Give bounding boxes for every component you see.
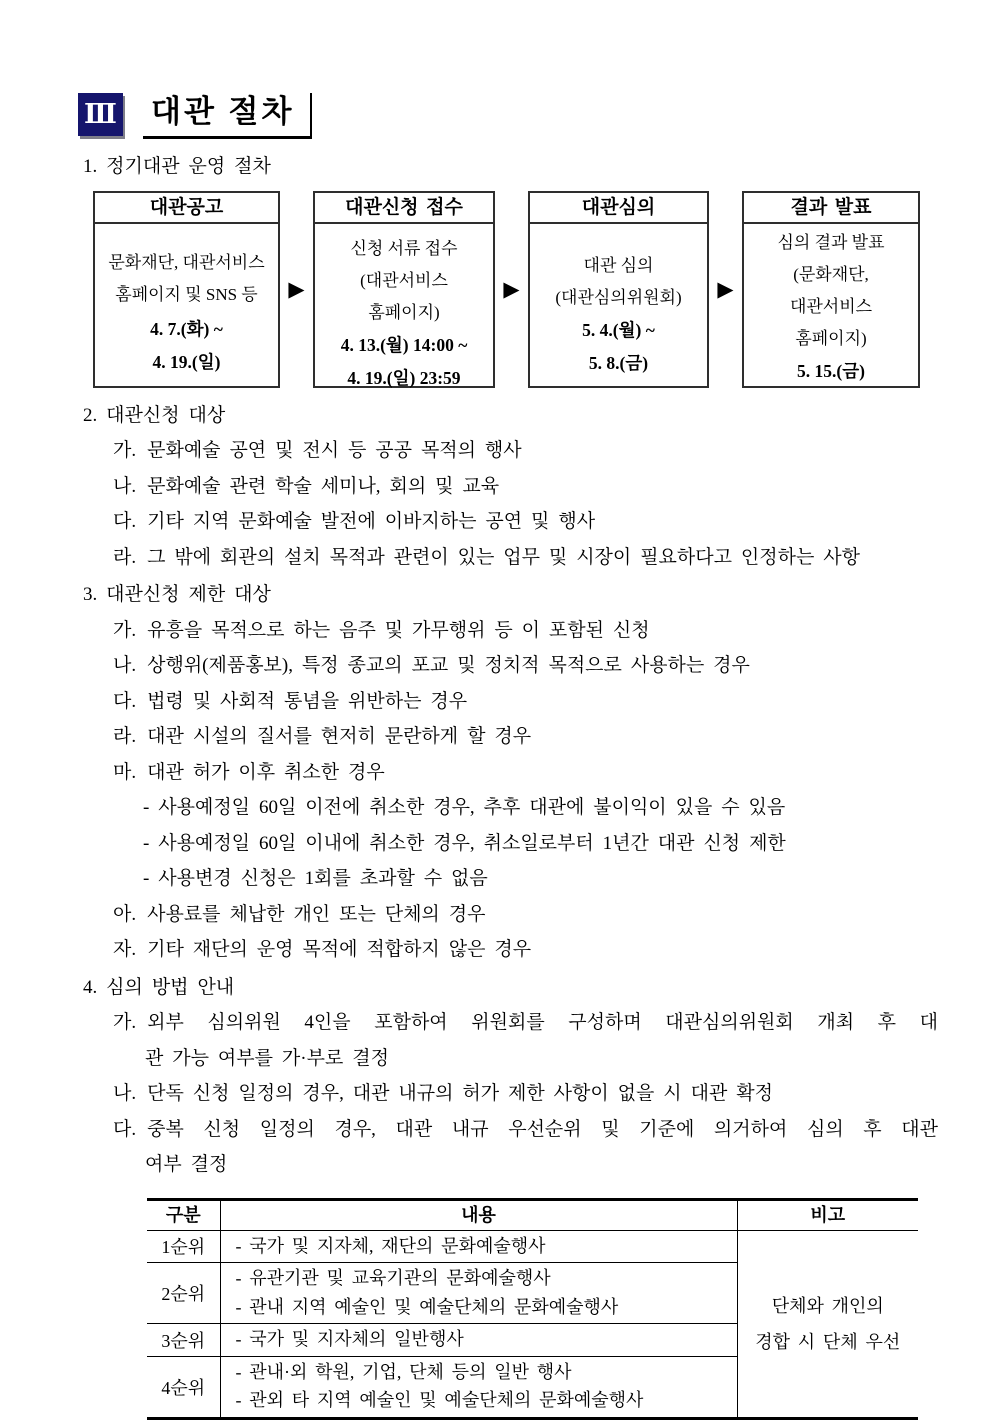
table-header-content: 내용 — [220, 1199, 737, 1230]
flow-step-title: 대관신청 접수 — [315, 193, 493, 224]
list-item: 가. 유흥을 목적으로 하는 음주 및 가무행위 등 이 포함된 신청 — [113, 619, 650, 641]
flow-step-body: 신청 서류 접수 (대관서비스 홈페이지) — [350, 238, 458, 322]
content-cell: - 유관기관 및 교육기관의 문화예술행사 - 관내 지역 예술인 및 예술단체의 문화예술행사 — [220, 1263, 737, 1324]
flow-step-dates: 5. 15.(금) — [797, 360, 865, 381]
document-header — [78, 93, 992, 143]
list-item: 다. 기타 지역 문화예술 발전에 이바지하는 공연 및 행사 — [113, 511, 596, 532]
flow-step-body: 대관 심의 (대관심의위원회) — [555, 255, 682, 307]
list-item: 아. 사용료를 체납한 개인 또는 단체의 경우 — [113, 903, 486, 925]
content-cell: - 관내·외 학원, 기업, 단체 등의 일반 행사 - 관외 타 지역 예술인 및 예술단체의 문화예술행사 — [220, 1356, 737, 1418]
list-item: 라. 그 밖에 회관의 설치 목적과 관련이 있는 업무 및 시장이 필요하다고 인정하는 사항 — [113, 546, 860, 568]
section-number-badge: Ⅲ — [78, 93, 123, 136]
flow-step-dates: 4. 13.(월) 14:00 ~ 4. 19.(일) 23:59 — [340, 334, 468, 388]
flow-step-result — [742, 191, 920, 388]
flow-step-review — [528, 191, 709, 388]
table-row-rank1 — [147, 1230, 918, 1263]
subsection-heading-1: 1. 정기대관 운영 절차 — [83, 156, 271, 177]
list-item: 라. 대관 시설의 질서를 현저히 문란하게 할 경우 — [113, 726, 532, 747]
list-item-continuation: 여부 결정 — [145, 1154, 228, 1175]
subsection-heading-3: 3. 대관신청 제한 대상 — [83, 584, 271, 605]
flow-step-title: 결과 발표 — [744, 193, 918, 224]
list-item: 나. 문화예술 관련 학술 세미나, 회의 및 교육 — [113, 475, 500, 497]
list-item: 가. 문화예술 공연 및 전시 등 공공 목적의 행사 — [113, 440, 522, 461]
page-title: 대관 절차 — [143, 93, 312, 139]
list-item: 나. 상행위(제품홍보), 특정 종교의 포교 및 정치적 목적으로 사용하는 경우 — [113, 655, 750, 676]
flow-arrow-icon: ▶ — [288, 277, 305, 301]
list-item: 다. 법령 및 사회적 통념을 위반하는 경우 — [113, 690, 468, 712]
flow-step-announcement — [93, 191, 280, 388]
rental-process-flowchart — [93, 191, 920, 388]
list-item: 마. 대관 허가 이후 취소한 경우 — [113, 761, 385, 783]
flow-step-body: 심의 결과 발표 (문화재단, 대관서비스 홈페이지) — [777, 232, 885, 348]
table-header-row — [147, 1199, 918, 1230]
note-cell: 단체와 개인의 경합 시 단체 우선 — [737, 1230, 918, 1418]
flow-step-dates: 4. 7.(화) ~ 4. 19.(일) — [150, 318, 223, 372]
flow-step-application — [313, 191, 495, 388]
flow-step-body: 문화재단, 대관서비스 홈페이지 및 SNS 등 — [108, 252, 265, 304]
flow-step-dates: 5. 4.(월) ~ 5. 8.(금) — [582, 319, 655, 373]
table-header-note: 비고 — [737, 1199, 918, 1230]
rank-cell: 1순위 — [147, 1230, 220, 1263]
sub-list-item: - 사용예정일 60일 이전에 취소한 경우, 추후 대관에 불이익이 있을 수 있음 — [143, 797, 786, 818]
flow-arrow-icon: ▶ — [503, 277, 520, 301]
flow-arrow-icon: ▶ — [717, 277, 734, 301]
list-item: 다. 중복 신청 일정의 경우, 대관 내규 우선순위 및 기준에 의거하여 심의 후 대관 — [113, 1118, 938, 1140]
rank-cell: 3순위 — [147, 1324, 220, 1357]
content-cell: - 국가 및 지자체, 재단의 문화예술행사 — [220, 1230, 737, 1263]
rank-cell: 4순위 — [147, 1356, 220, 1418]
table-header-category: 구분 — [147, 1199, 220, 1230]
content-cell: - 국가 및 지자체의 일반행사 — [220, 1324, 737, 1357]
sub-list-item: - 사용예정일 60일 이내에 취소한 경우, 취소일로부터 1년간 대관 신청 제한 — [143, 832, 786, 854]
list-item: 자. 기타 재단의 운영 목적에 적합하지 않은 경우 — [113, 939, 532, 960]
flow-step-title: 대관공고 — [95, 193, 278, 224]
list-item-continuation: 관 가능 여부를 가·부로 결정 — [145, 1047, 389, 1069]
list-item: 가. 외부 심의위원 4인을 포함하여 위원회를 구성하며 대관심의위원회 개최 후 대 — [113, 1012, 938, 1033]
sub-list-item: - 사용변경 신청은 1회를 초과할 수 없음 — [143, 868, 488, 889]
priority-table — [147, 1198, 918, 1420]
subsection-heading-4: 4. 심의 방법 안내 — [83, 976, 235, 998]
flow-step-title: 대관심의 — [530, 193, 707, 224]
list-item: 나. 단독 신청 일정의 경우, 대관 내규의 허가 제한 사항이 없을 시 대관 확정 — [113, 1083, 773, 1104]
rank-cell: 2순위 — [147, 1263, 220, 1324]
subsection-heading-2: 2. 대관신청 대상 — [83, 404, 226, 426]
